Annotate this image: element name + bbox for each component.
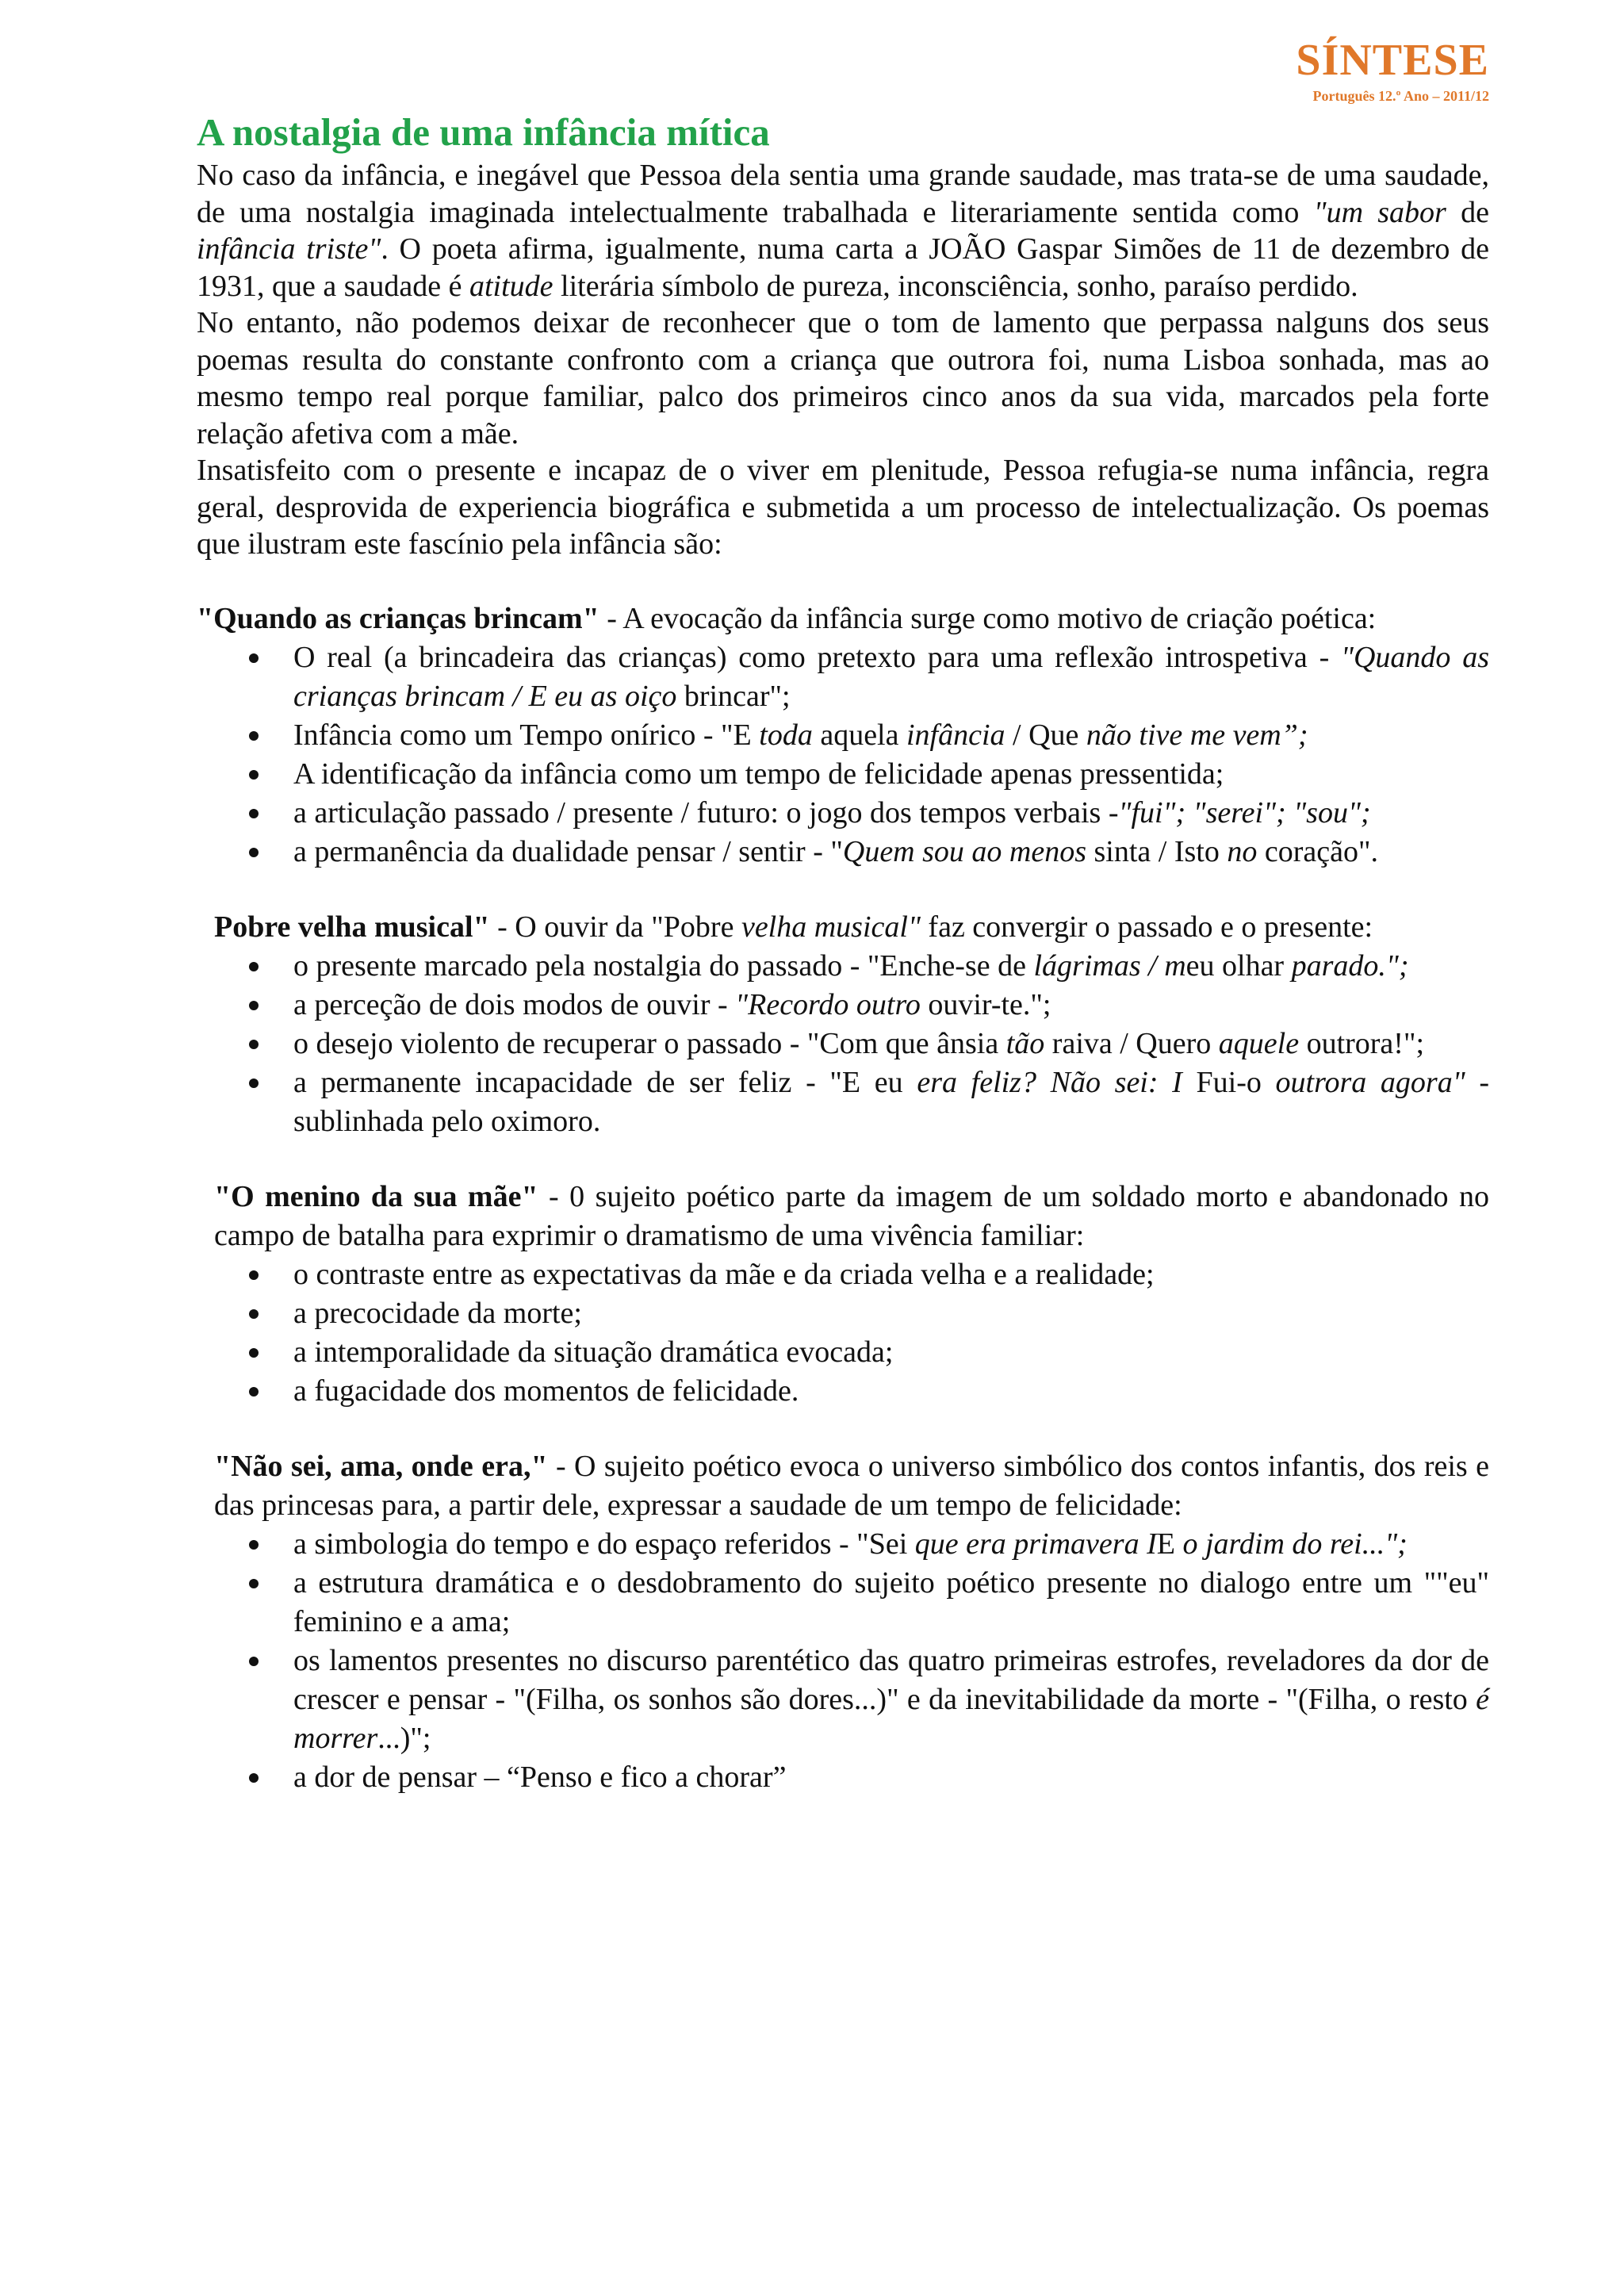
text-run: não tive me vem”; <box>1086 718 1308 752</box>
text-run: O real (a brincadeira das crianças) como pretexto para uma reflexão introspetiva - <box>293 640 1342 674</box>
section-lead-text: - O ouvir da "Pobre <box>489 910 741 944</box>
text-run: o jardim do rei..."; <box>1182 1527 1408 1561</box>
list-item <box>293 1063 1489 1141</box>
text-run: o contraste entre as expectativas da mãe e da criada velha e a realidade; <box>293 1257 1155 1291</box>
text-run: era feliz? Não sei: I <box>917 1065 1182 1099</box>
list-item <box>293 794 1489 833</box>
intro-paragraph-1 <box>197 157 1489 305</box>
list-item <box>293 1642 1489 1758</box>
text-run: "Recordo outro <box>735 987 921 1021</box>
list-item <box>293 947 1489 986</box>
brand-subtitle: Português 12.º Ano – 2011/12 <box>1312 88 1489 104</box>
text-run: a estrutura dramática e o desdobramento do sujeito poético presente no dialogo entre um ""eu" feminino e a ama; <box>293 1565 1489 1638</box>
bullet-list <box>214 1255 1489 1411</box>
text-run: toda <box>759 718 813 752</box>
text-run: a articulação passado / presente / futuro: o jogo dos tempos verbais - <box>293 795 1119 829</box>
text-run: A identificação da infância como um tempo de felicidade apenas pressentida; <box>293 757 1224 791</box>
section-lead-text: - O sujeito poético evoca o universo simbólico dos contos infantis, dos reis e das princesas para, a partir dele, expressar a saudade de um tempo de felicidade: <box>214 1449 1490 1522</box>
section-lead-text: - 0 sujeito poético parte da imagem de um soldado morto e abandonado no campo de batalha para exprimir o dramatismo de uma vivência familiar: <box>214 1179 1489 1252</box>
text-run: o desejo violento de recuperar o passado - "Com que ânsia <box>293 1026 1006 1060</box>
text-run: atitude <box>469 269 553 303</box>
text-run: No caso da infância, e inegável que Pessoa dela sentia uma grande saudade, mas trata-se de uma saudade, de uma nostalgia imaginada intelectualmente trabalhada e literariamente sentida como <box>197 159 1489 229</box>
text-run: / Que <box>1005 718 1086 752</box>
bullet-list <box>214 1525 1489 1797</box>
section-lead <box>197 600 1489 638</box>
text-run: o presente marcado pela nostalgia do passado - "Enche-se de <box>293 948 1034 983</box>
text-run: infância triste" <box>197 232 381 266</box>
text-run: sinta / Isto <box>1086 834 1228 868</box>
section-o-menino-da-sua-mae <box>197 1178 1489 1411</box>
brand-title: SÍNTESE <box>1296 36 1489 85</box>
section-heading: Pobre velha musical" <box>214 910 490 944</box>
text-run: aquele <box>1218 1026 1300 1060</box>
text-run: aquela <box>812 718 906 752</box>
text-run: . O poeta afirma, igualmente, numa carta a JOÃO Gaspar Simões de 11 de dezembro de 1931, que a saudade é <box>197 232 1489 303</box>
text-run: infância <box>906 718 1005 752</box>
text-run: a fugacidade dos momentos de felicidade. <box>293 1374 799 1408</box>
text-run: Infância como um Tempo onírico - "E <box>293 718 760 752</box>
text-run: ...)"; <box>377 1721 431 1755</box>
list-item <box>293 1564 1489 1642</box>
section-nao-sei-ama-onde-era <box>197 1447 1489 1797</box>
list-item <box>293 716 1489 755</box>
text-run: tão <box>1005 1026 1045 1060</box>
section-pobre-velha-musical <box>197 908 1489 1141</box>
text-run: a intemporalidade da situação dramática evocada; <box>293 1335 894 1369</box>
text-run: é morrer <box>293 1682 1489 1755</box>
section-lead-text: - A evocação da infância surge como motivo de criação poética: <box>599 601 1377 635</box>
text-run: E <box>1156 1527 1183 1561</box>
text-run: Quem sou ao menos <box>842 834 1087 868</box>
list-item <box>293 1255 1489 1294</box>
text-run: outrora!"; <box>1299 1026 1425 1060</box>
text-run: outrora agora" <box>1275 1065 1465 1099</box>
text-run: brincar"; <box>676 679 791 713</box>
list-item <box>293 1372 1489 1411</box>
list-item <box>293 1758 1489 1797</box>
text-run: a permanente incapacidade de ser feliz - "E eu <box>293 1065 917 1099</box>
document-body <box>197 108 1489 1797</box>
document-title: A nostalgia de uma infância mítica <box>197 110 770 154</box>
text-run: a perceção de dois modos de ouvir - <box>293 987 736 1021</box>
text-run: os lamentos presentes no discurso parentético das quatro primeiras estrofes, reveladores da dor de crescer e pensar - "(Filha, os sonhos são dores...)" e da inevitabilidade da morte - "(Filha, o resto <box>293 1643 1489 1716</box>
text-run: "fui"; "serei"; "sou"; <box>1118 795 1371 829</box>
text-run: coração". <box>1257 834 1378 868</box>
section-lead <box>214 1447 1489 1525</box>
section-heading: "Não sei, ama, onde era," <box>214 1449 548 1483</box>
list-item <box>293 638 1489 716</box>
list-item <box>293 1333 1489 1372</box>
text-run: ouvir-te."; <box>920 987 1051 1021</box>
text-run: que era primavera I <box>914 1527 1157 1561</box>
text-run: no <box>1227 834 1258 868</box>
section-lead <box>214 1178 1489 1255</box>
section-lead <box>214 908 1489 947</box>
intro-paragraph-3: Insatisfeito com o presente e incapaz de o viver em plenitude, Pessoa refugia-se numa infância, regra geral, desprovida de experiencia biográfica e submetida a um processo de intelectualização. Os poemas que ilustram este fascínio pela infância são: <box>197 454 1489 561</box>
text-run: raiva / Quero <box>1044 1026 1219 1060</box>
section-lead-text: faz convergir o passado e o presente: <box>920 910 1373 944</box>
list-item <box>293 986 1489 1025</box>
section-lead-text: velha musical" <box>741 910 921 944</box>
section-heading: "O menino da sua mãe" <box>214 1179 538 1213</box>
text-run: a dor de pensar – “Penso e fico a chorar” <box>293 1760 787 1794</box>
text-run: a simbologia do tempo e do espaço referidos - "Sei <box>293 1527 915 1561</box>
text-run: Fui-o <box>1182 1065 1276 1099</box>
section-heading: "Quando as crianças brincam" <box>197 601 599 635</box>
text-run: literária símbolo de pureza, inconsciência, sonho, paraíso perdido. <box>553 269 1358 303</box>
bullet-list <box>197 638 1489 872</box>
list-item <box>293 833 1489 872</box>
text-run: "um sabor <box>1313 195 1446 229</box>
section-quando-as-criancas-brincam <box>197 600 1489 872</box>
text-run: "Quando as crianças brincam / E eu as oiço <box>293 640 1489 713</box>
text-run: de <box>1446 195 1489 229</box>
page-header <box>1296 35 1489 105</box>
text-run: eu olhar <box>1185 948 1292 983</box>
text-run: lágrimas / m <box>1033 948 1186 983</box>
intro-paragraph-2: No entanto, não podemos deixar de reconhecer que o tom de lamento que perpassa nalguns dos seus poemas resulta do constante confronto com a criança que outrora foi, numa Lisboa sonhada, mas ao mesmo tempo real porque familiar, palco dos primeiros cinco anos da sua vida, marcados pela forte relação afetiva com a mãe. <box>197 306 1489 450</box>
text-run: - sublinhada pelo oximoro. <box>293 1065 1489 1138</box>
bullet-list <box>214 947 1489 1141</box>
list-item <box>293 755 1489 794</box>
list-item <box>293 1025 1489 1063</box>
list-item <box>293 1294 1489 1333</box>
text-run: parado."; <box>1291 948 1409 983</box>
list-item <box>293 1525 1489 1564</box>
text-run: a precocidade da morte; <box>293 1296 582 1330</box>
text-run: a permanência da dualidade pensar / sentir - " <box>293 834 843 868</box>
